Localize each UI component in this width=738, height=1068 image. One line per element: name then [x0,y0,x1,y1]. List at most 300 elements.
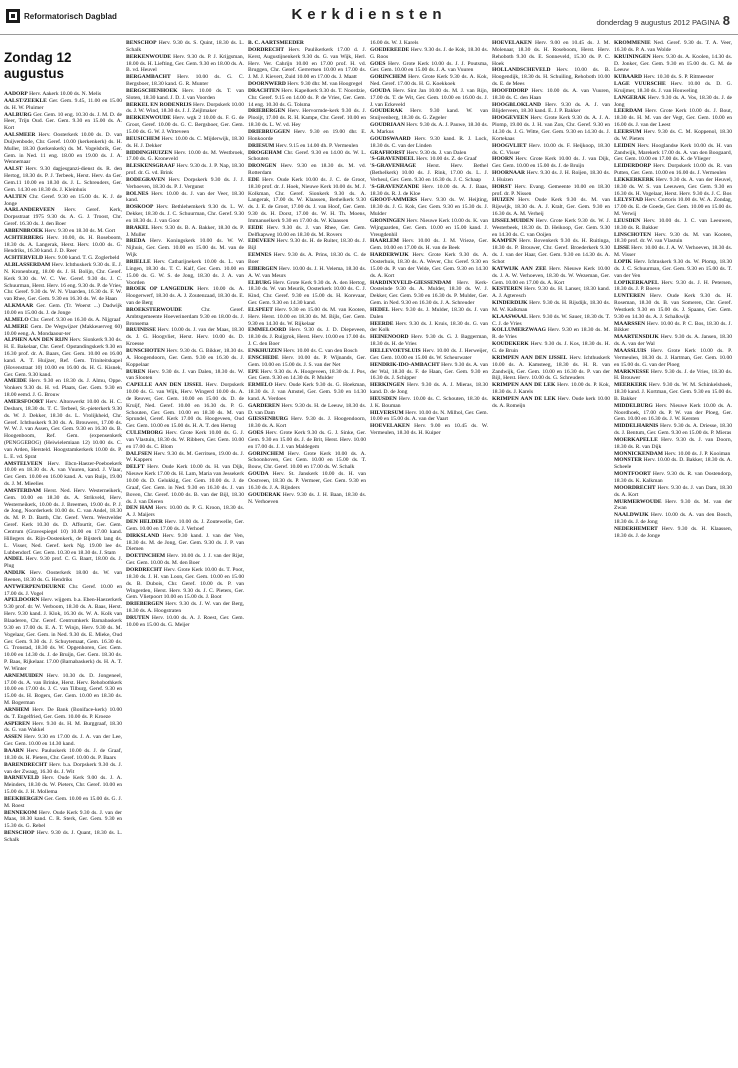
place-name: NEDERHEMERT [614,525,658,532]
church-listing-entry [4,207,122,228]
church-listing-entry [4,707,122,721]
service-times: Herv. Geref. Kerk, Dorpsstraat 1975 9.30 ds. A. G. J. Troost, Chr. Geref. 16.30 ds. J. den Boer [4,207,122,228]
service-times: Herv. Aakerk 10.00 ds. N. Melis [29,91,102,97]
place-name: AALST/ZEEKLE [4,97,47,104]
place-name: DRACHTEN [248,87,280,94]
church-listing-entry [614,423,732,437]
place-name: BRUINISSE [126,327,156,334]
service-times: Herv. 10.00 ds. C. van den Bosch [283,347,358,354]
service-times: Herv. 9.30 ds. C. M. Koppenol, 18.30 ds. W. Pieters [614,128,732,142]
service-times: Herv. Grote Kerk 10.00 ds. J. J. Poutsma, Ger. Gem. 10.00 en 15.00 ds. J. A. van Vuuren [370,60,488,74]
service-times: Herv. Oude Kerk 10.00 ds. H. van Dijk, Nieuwe Kerk 17.00 ds. H. Lam, Maria van Jessekerk 10.00 ds. D. Gelukkig, Ger. Gem. 10.00 ds. J. de Graaf, Ger. Gem. in Ned. 9.30 en 16.30 ds. J. van Boven, Chr. Geref. 10.00 ds. B. van der Bijl, 18.30 ds. J. van Dieren [126,464,244,505]
listing-column [370,40,488,1062]
place-name: BENSCHOP [126,40,157,46]
service-times: Herv. 9.30 ds. A. Jansen, 18.30 ds. A. van der Wal [614,334,732,348]
church-listing-entry [4,584,122,598]
place-name: HERKINGEN [370,382,405,389]
service-times: Herv. 9.30 ds. J. Kos, 18.30 ds. H. G. de Bruin [492,341,610,354]
church-listing-entry [492,143,610,157]
place-name: KOUDEKERK [492,341,529,348]
church-listing-entry [126,567,244,601]
service-times: Herv. 9.30 ds. J. P. Nap, 18.30 prof. dr. G. vd. Brink [126,163,244,177]
service-times: Herv. 10.00 ds. A. J. Roest, Ger. Gem. 10.00 en 15.00 ds. G. Meijer [126,614,244,628]
place-name: BERGAMBACHT [126,74,171,81]
place-name: AMERSFOORT [4,398,44,405]
church-listing-entry [248,355,366,369]
service-times: Herv. 9.30 ds. A. Koolen, 14.30 ds. D. Jonker, Ger. Gem. 9.30 en 15.00 ds. G. M. de Leeuw [614,53,732,74]
service-times: Herv. Nieuwe Kerk 10.00 ds. J. A. W. Verhoeven, 18.30 ds. W. Wezeman, Ger. Gem. 10.00 en 17.00 ds. A. Kort [492,265,610,286]
service-times: Herv. 9.30 ds. J. Hoogendoorn, 18.30 ds. A. Kort [248,416,366,430]
place-name: DELFT [126,464,145,471]
church-listing-entry [4,399,122,461]
service-times: Herv. 10.00 ds. J. Zoutewelle, Ger. Gem. 10.00 en 17.00 ds. J. Verhoef [126,519,244,532]
page-number: 8 [722,13,730,28]
church-listing-entry [126,382,244,430]
church-listing-entry [370,307,488,321]
church-listing-entry [614,197,732,218]
place-name: BENSCHOP [4,830,35,837]
place-name: HEINENOORD [370,334,409,341]
place-name: HEERDE [370,320,394,327]
place-name: MARKNESSE [614,368,650,375]
place-name: HEUSDEN [370,395,397,402]
service-times: Herv. 9.30 ds. A. J. Pauwe, 18.30 ds. A. Markus [370,122,488,135]
place-name: AMEIDE [4,378,27,385]
service-times: Ger. Gem. 9.45, 11.00 en 15.00 ds. H. W. Pluimer [4,97,122,111]
place-name: GOES [370,60,386,67]
place-name: DEN HELDER [126,519,163,526]
church-listing-entry [248,225,366,239]
place-name: LEIDERDORP [614,163,651,170]
church-listing-entry [614,232,732,246]
place-name: HARDERWIJK [370,252,409,259]
place-name: EDE [248,176,260,183]
place-name: GOUDA [248,471,269,478]
church-listing-entry [126,74,244,88]
church-listing-entry [492,341,610,355]
section-title: Kerkdiensten [291,6,447,23]
place-name: BAARN [4,748,24,754]
place-name: MIDDELHARNIS [614,423,659,430]
place-name: MOORDRECHT [614,484,656,491]
service-times: Herv. 10.00 ds. M. Westbroek, 17.00 ds. G. Kroneveld [126,149,244,163]
church-listing-entry [614,54,732,75]
place-name: DRIESUM [248,142,275,149]
service-times: Herv. Oude Kerk 9.30 ds. J. van der Maas, 18.30 kand. C. R. Sterk, Ger. Gem. 9.30 en 15.30 ds. G. Rebel [4,809,122,830]
place-name: GROOT-AMMERS [370,197,418,204]
place-name: HARDINXVELD-GIESSENDAM [370,279,452,286]
service-times: Herv. Grote Kerk 9.30 ds. A. J. A. Plomp, 19.00 ds. J. H. van Zon, Chr. Geref. 9.30 en 14.30 ds. J. G. Witte, Ger. Gem. 9.30 en 14.30 ds. J. Kortekaas [492,115,610,142]
place-name: LOPIKERKAPEL [614,279,659,286]
place-name: MAASSLUIS [614,347,647,354]
church-listing-entry [614,451,732,458]
church-listing-entry [370,238,488,252]
church-listing-entry [248,47,366,81]
church-listing-entry [248,129,366,143]
service-times: Ger. Gem. 10 eng. 10.30 ds. J. M. D. de Heer, Trijn Oud. Ger. Gem. 9.30 en 15.00 ds. A. Kort [4,111,122,132]
church-listing-entry [370,197,488,218]
church-listing-entry [4,488,122,556]
place-name: AALSMEER [4,132,36,139]
church-listing-entry [126,307,244,328]
church-listing-entry [614,245,732,259]
service-times: Herv. 10.00 ds. G. C. Bergsboer, 18.30 kand. G. R. Munter [126,74,244,88]
service-times: Chr. Geref. Ambtsgemeente Hoeverinerdam 9.30 en 18.00 ds. J. Bronsema [126,306,244,327]
church-listing-entry [492,238,610,265]
service-times: Herv. 9.30 ds. W. M. Schinkelshoek, 18.30 kand. J. Kortman, Ger. Gem. 9.30 en 15.00 ds. B. Bakker [614,382,732,402]
place-name: B. C. AARTSMEEDER [248,40,304,46]
church-listing-entry [4,734,122,748]
place-name: EIBERGEN [248,265,278,272]
church-listing-entry [126,533,244,554]
service-times: Herv. Bovenkerk 9.30 ds. H. Ruitinga, 18.30 ds. P. Brouwer, Chr. Geref. Broederkerk 9.30 ds. J. van der Haar, Ger. Gem. 9.30 en 14.30 ds. A. Schot [492,238,610,265]
place-name: ENKHUIZEN [248,347,282,354]
service-times: Chr. Geref. 9.30 en 15.00 ds. K. J. de Jonge [4,193,122,207]
church-listing-entry [4,597,122,672]
service-times: Herv. 9.30 ds. P. J. Krijgsman, 18.00 ds. H. Liefting, Ger. Gem. 9.30 en 18.00 ds. A. B. vd. Heuvel [126,53,244,74]
church-listing-entry [126,54,244,75]
place-name: EEMNES [248,252,272,259]
place-name: MAARSSEN [614,320,646,327]
service-times: Herv. 9.30 ds. A. J. Mieras, 18.30 kand. D. de Jong [370,382,488,396]
service-times: Chr. Geref. 10.00 en 17.00 ds. J. Vogel [4,583,122,597]
church-listing-entry [4,194,122,208]
church-listing-entry [126,238,244,259]
service-times: Herv. 9.30 ds. H. Lanser, 18.30 kand. A. J. Agteresch [492,286,610,300]
church-listing-entry [248,280,366,307]
service-times: Herv. Koningskerk 10.00 ds. W. W. Nijhuis, Ger. Gem. 10.00 en 15.00 ds. M. van de Wijk [126,238,244,259]
church-listing-entry [4,830,122,844]
place-name: ALBLASSERDAM [4,262,51,269]
place-name: EPE [248,368,259,375]
church-listing-entry [370,396,488,410]
listing-column [492,40,610,1062]
service-times: Herv. 9.30 ds. A. J. van Blijderveen, 18.30 kand. E. J. P. Bakker [492,101,610,115]
church-listing-entry [126,601,244,615]
church-listing-entry [614,129,732,143]
service-times: Herv. 9.30 ds. J. H. Petersen, 18.30 ds. J. P. Boeve [614,279,732,293]
service-times: Herv. De Bank (Boniface-kerk) 10.00 ds. T. Engelfried, Ger. Gem. 10.00 ds. P. Kroeze [4,706,122,720]
service-times: Herv. 10.00 ds. J. M. Vrieze, Ger. Gem. 10.00 en 17.00 ds. H. van de Beek [370,238,488,252]
church-listing-entry [248,238,366,252]
service-times: Ger. Gem. (Tr. Woerst ...) Dadwijk 10.00 en 15.00 ds. J. de Jonge [4,303,122,316]
service-times: Herv. 10.00 ds. J. H. Velema, 18.30 ds. A. W. van Meurs [248,265,366,279]
place-name: GOUDSWAARD [370,135,411,142]
church-listing-entry [614,334,732,348]
service-times: Herv. 9.30 en 18.30 ds. M. Gort [44,227,116,234]
place-name: BUREN [126,368,146,375]
church-listing-entry [614,177,732,198]
church-listing-entry [4,255,122,262]
service-times: Herv. Grote Kerk 9.30 ds. A. den Hertog, 18.30 ds. W. van Meurik, Oosterkerk 10.00 ds. C. J. Kind, Chr. Geref. 9.30 en 15.00 ds. H. Korevaar, Ger. Gem. 9.30 en 14.30 kand. [248,279,366,307]
church-listing-entry [492,396,610,410]
service-times: Herv. Oude Kerk 9.30 ds. M. van Rijswijk, 18.30 ds. A. J. Kralt, Ger. Gem. 9.30 en 16.30 ds. A. M. Verheij [492,197,610,218]
place-name: HAARLEM [370,238,399,245]
place-name: DRIEBERGEN [248,108,286,115]
place-name: BUNSCHOTEN [126,347,165,354]
issue-date: donderdag 9 augustus 2012 PAGINA [596,18,720,27]
service-times: Herv. 9.30 ds. J. van Dalen [406,149,467,156]
service-times: Herv. Dorpskerk 10.00 ds. G. van Wijk, Herv. Wingerd 10.00 ds. A. de Reuver, Ger. Gem. 10.00 en 15.00 ds. D. de Kruijf, Ned. Geref. 10.00 en 16.30 ds. P. G. Schouten, Ger. Gem. 10.00 en 18.30 ds. M. van Sprundel, Geref. Kerk 17.00 ds. Hoogeveen, Oud Ger. Gem. 10.00 en 15.00 ds. H. A. T. den Hertog [126,382,244,430]
place-name: KRIMPEN AAN DE LEK [492,382,556,389]
page-header [0,0,738,35]
place-name: MURMERWOUDE [614,498,662,505]
place-name: GOUDERAK [248,491,281,498]
place-name: LUNTEREN [614,293,645,300]
place-name: ERMELO [248,382,273,389]
church-listing-entry [126,225,244,239]
service-times: Herv. Grote Kerk 10.00 ds. A. Schoonhoven, Ger. Gem. 10.00 en 15.00 ds. T. Bouw, Chr. Geref. 10.00 en 17.00 ds. W. Schalk [248,450,366,471]
service-times: Herv. 9.30 ds. A. Driesse, 18.30 ds. J. Bentum, Ger. Gem. 9.30 en 15.00 ds. P. Mieras [614,423,732,437]
church-listing-entry [248,430,366,451]
newspaper-name: Reformatorisch Dagblad [24,11,117,21]
church-listing-entry [126,102,244,116]
service-times: Herv. Bethlehemkerk 9.30 ds. L. W. Dekker, 18.30 ds. J. C. Schuurman, Chr. Geref. 9.30 en 18.30 ds. J. van Goor [126,204,244,224]
place-name: DRIEBERGEN [126,601,164,608]
place-name: KESTEREN [492,286,523,293]
service-times: Herv. 9.30 ds. J. van Doorn, 18.30 ds. R. van Dijk [614,436,732,450]
place-name: LISSE [614,245,630,252]
church-listing-entry [126,451,244,465]
place-name: MAARTENSDIJK [614,334,659,341]
church-listing-entry [614,293,732,320]
service-times: Herv. 9.30 ds. G. J. Baggerman, 18.30 ds. H. de Vries [370,334,488,348]
place-name: GRONINGEN [370,217,405,224]
church-listing-entry [248,177,366,225]
church-listing-entry [248,492,366,506]
place-name: ALMELO [4,316,29,323]
service-times: Herv. 9.30 dhr. M. van Hoogregel [287,81,363,88]
place-name: KRIMPEN AAN DEN IJSSEL [492,354,568,361]
place-name: KLAASWAAL [492,313,528,320]
place-name: 'S-GRAVENDEEL [370,156,415,163]
church-listing-entry [126,177,244,191]
place-name: LEERSUM [614,128,642,135]
church-listing-entry [126,115,244,136]
church-listing-entry [4,98,122,112]
church-listing-entry [614,108,732,129]
service-times: Herv. Ichthuskerk 9.30 ds. E. J. N. Kronenburg, 18.00 ds. J. H. Bolijn, Chr. Geref. Kerk 9.30 ds. W. C. Ver. Geref. 9.30 ds. J. C. Schuurman, Herst. Herv. 16 eng. 9.30 ds. P. de Vries, Chr. Geref. 9.30 ds. W. N. Vlaarden, 16.30 ds. F. W. van Rhee, Ger. Gem. 9.30 en 16.30 ds. W. de Haan [4,262,122,303]
service-times: Herv. Ebcn-Haezer-Poeboekerk 10.00 en 18.30 ds. A. van Vuuren, kand. J. Vlaar, Ger. Gem. 10.00 en 16.00 kand. A. van Ruijs, 19.00 ds. J. M. Mieelies [4,460,122,488]
place-name: BEEKBERGEN [4,795,43,802]
service-times: Herv. 10.00 ds. J. van der Maas, 18.30 ds. J. G. Hoogvliet, Herst. Herv. 10.00 ds. D. Kroesse [126,327,244,348]
church-listing-entry [126,615,244,629]
place-name: MOERKAPELLE [614,436,658,443]
church-listing-entry [4,112,122,133]
church-listing-entry [614,403,732,424]
place-name: ANDIJK [4,570,26,577]
service-times: Herv. 9.30 ds. H. de Ruiter, 18.30 ds. J. Bijl [248,238,366,252]
service-times: Herv. 10.00 ds. J. J. van der Rijst, Ger. Gem. 10.00 ds. M. den Boer [126,553,244,567]
place-name: ACHTERBERG [4,234,44,241]
service-times: Herv. Grote Kerk 9.30 ds. A. Oosterhuis, 18.30 ds. A. Wever, Chr. Geref. 9.30 en 15.00 ds. P. van der Velde, Ger. Gem. 9.30 en 14.30 ds. A. Kort [370,252,488,279]
place-name: ALPHEN AAN DEN RIJN [4,337,68,344]
listing-columns [4,40,736,1062]
place-name: LEERDAM [614,108,643,115]
place-name: BLESKENSGRAAF [126,163,176,170]
church-listing-entry [492,156,610,170]
church-listing-entry [4,461,122,488]
church-listing-entry [614,526,732,540]
place-name: KOLLUMERZWAAG [492,327,546,334]
place-name: ANDEL [4,556,24,563]
service-times: Herv. b.a. Dorpskerk 9.30 ds. J. van der Zwaag, 16.30 ds. J. Wit [4,761,122,775]
column-entries [370,40,488,437]
service-times: Herv. Oude kerk 10.00 ds. A. Romeijn [492,395,610,409]
place-name: BEUSICHEM [126,135,160,142]
place-name: EMMELOORD [248,327,287,334]
service-times: Herv. 10.00 ds. J. van der Veer, 18.30 kand. [126,190,244,204]
service-times: Herv. 9.30 kand. W. van Stuijvenberg, 18.30 ds. G. Zegeler [370,108,488,122]
church-listing-entry [492,327,610,341]
place-name: 'S-GRAVENHAGE [370,163,417,170]
church-listing-entry [248,471,366,492]
place-name: ASSEN [4,734,22,741]
place-name: BENNEKOM [4,809,37,816]
place-name: NAALDWIJK [614,512,649,519]
church-listing-entry [370,88,488,109]
place-name: GOUDRIAAN [370,122,405,129]
place-name: AALBURG [4,111,32,118]
church-listing-entry [370,334,488,348]
church-listing-entry [248,252,366,266]
service-times: Herv. Grote Kerk 9.30 ds. W. J. Westerbeek, 18.30 ds. D. Heikoop, Ger. Gem. 9.30 en 14.30 ds. C. van Ooijen [492,217,610,238]
service-times: Herv. 9.30 ds. J. Quant, 18.30 ds. L. Schalk [4,830,122,843]
place-name: BREDA [126,238,146,245]
service-times: Herv. Ichtuskerk 9.30 ds. W. Plomp, 18.30 ds. J. C. Schuurman, Ger. Gem. 9.30 en 15.00 ds. T. van der Ven [614,259,732,279]
place-name: HOOFDDORP [492,87,529,94]
service-times: Herv. 10.00 ds. P. C. Bos, 18.30 ds. J. Bikker [614,320,732,334]
place-name: DRUTEN [126,614,150,621]
place-name: DIRKSLAND [126,532,160,539]
service-times: Herv. 9.30 ds. J. de Kok, 18.30 ds. G. Roos [370,46,488,60]
place-name: LINSCHOTEN [614,231,651,238]
place-name: HOOGVLIET [492,142,527,149]
service-times: Herv. Sint Jan 10.00 ds. M. J. van Rijn, 17.00 ds. T. de Wit, Ger. Gem. 10.00 en 16.00 ds. J. J. van Eckeveld [370,87,488,108]
place-name: BIDDINGHUIZEN [126,149,173,156]
church-listing-entry [126,369,244,383]
church-listing-entry [126,505,244,519]
service-times: Herv. 9.30 ds. J. de Vries, 18.30 ds. H. Brouwer [614,368,732,382]
church-listing-entry [614,81,732,95]
service-times: Herv. 10.00 ds. N. Milhol, Ger. Gem. 10.00 en 15.00 ds. A. van der Vaart [370,409,488,423]
church-listing-entry [248,266,366,280]
service-times: Herv. 10.00 ds. A. Hoogerwerf, 18.30 ds. A. J. Zoutenzaad, 18.30 ds. E. van de Berg [126,286,244,307]
listing-column [614,40,732,1062]
place-name: BOLNES [126,190,149,197]
church-listing-entry [4,721,122,735]
service-times: Herv. Oude Kerk 9.30 ds. G. Hoekman, 18.30 ds. J. van Amstel, Ger. Gem. 9.30 en 14.30 kand. A. Verdoes [248,382,366,402]
church-listing-entry [370,382,488,396]
church-listing-entry [126,553,244,567]
service-times: Herv. Oosterkerk 18.00 ds. W. van Reenen, 18.30 ds. G. Hendriks [4,570,122,583]
place-name: KAMPEN [492,238,517,245]
place-name: ALKMAAR [4,303,34,310]
listing-column [126,40,244,1062]
church-listing-entry [4,262,122,303]
place-name: APELDOORN [4,597,40,604]
service-times: Herv. 9.30 en 18.30 ds. J. Almu, Oppe. Vonkers 9.30 ds. H. vd. Plaats, Ger. Gem. 9.30 en 18.00 eemd. J. G. Brouw [4,378,122,399]
church-listing-entry [614,348,732,369]
service-times: Herv. Catharijnekerk 10.00 ds. L. van Lingen, 18.30 ds. T. C. Kalf, Ger. Gem. 10.00 en 15.00 ds. G. W. S. de Jong, 18.30 ds. J. A. van Voorden [126,259,244,286]
place-name: AMSTERDAM [4,487,41,494]
service-times: Herv. 10.00 ds. P. Wijnands, Ger. Gem. 10.00 en 15.00 ds. J. S. van der Net [248,354,366,368]
place-name: DRIEBRUGGEN [248,128,290,135]
service-times: Herv. Dorpskerk 10.00 ds. R. van Putten, Ger. Gem. 10.00 en 16.00 ds. J. Vermeulen [614,163,732,177]
church-listing-entry [614,457,732,471]
church-listing-entry [370,218,488,239]
church-listing-entry [492,184,610,198]
column-entries [4,91,122,844]
place-name: KATWIJK AAN ZEE [492,265,547,272]
place-name: GOUDERAK [370,108,403,115]
church-listing-entry [370,410,488,424]
church-listing-entry [370,156,488,163]
service-times: Herv. 9.30 ds. J. Mulder, 18.30 ds. J. van Dalen [370,306,488,320]
church-listing-entry [614,259,732,280]
church-listing-entry [370,252,488,279]
listing-column [248,40,366,1062]
service-times: Herv. 10.00 ds. J. P. Kooiman [664,450,731,457]
place-name: DRONGEN [248,163,277,170]
place-name: GORINCHEM [248,450,285,457]
service-times: Herst. Herv. Bethel (Bethelkerk) 10.00 ds. J. Rink, 17.00 ds. L. J. Verheul, Ger. Gem. 9.30 en 16.30 ds. J. C. Schaap [370,163,488,183]
place-name: DALFSEN [126,450,152,457]
service-times: Herv. 9.00 kand. T. G. Zoglerbeld [44,255,120,262]
church-listing-entry [370,108,488,122]
place-name: KINDERDIJK [492,300,528,307]
church-listing-entry [614,382,732,403]
service-times: Herv. 9.30 ds. H. M. Burggraaf, 18.30 ds. G. van Wakkel [4,720,122,734]
place-name: ARNEMUIDEN [4,672,43,679]
service-times: Herv. 10.00 ds. A. van den Bosch, 18.30 ds. J. de Jong [614,512,732,526]
place-name: 'S-GRAVENZANDE [370,183,420,190]
church-listing-entry [126,191,244,205]
service-times: Herv. 10.00 ds. J. Herweijer, Ger. Gem. 10.00 en 15.00 ds. W. Scheurwater [370,347,488,361]
service-times: Herv. 9.30 ds. H. Klaassen, 18.30 ds. J. de Jonge [614,525,732,539]
place-name: KUBAARD [614,74,643,81]
church-listing-entry [248,143,366,150]
service-times: Herv. 9.30 ds. R. van Oostendorp, 18.30 ds. K. Kalkman [614,471,732,484]
church-listing-entry [492,382,610,396]
church-listing-entry [4,303,122,317]
church-listing-entry [248,369,366,383]
service-times: Herv. 9.30 prof. C. G. Baart, 18.00 ds. J. Plug [4,556,122,570]
place-name: HUIZEN [492,197,514,204]
service-times: Herv. Grote Kerk 10.00 ds. P. Vermeulen, 18.30 ds. J. Hartman, Ger. Gem. 10.00 en 15.00 ds. G. van der Ploeg [614,347,732,368]
place-name: BRAKEL [126,224,150,231]
church-listing-entry [492,115,610,142]
day-heading: Zondag 12 augustus [4,50,72,81]
service-times: Herv. 10.00, ds. H. Roseboom, 18.30 ds. A. Langerak, Herst. Herv. 10.00 ds. G. Hendriks, 16.30 kand. J. D. Reer [4,234,122,255]
service-times: Herv. 9.30 ds. S. Quint, 18.30 ds. L. Schalk [126,40,244,53]
church-listing-entry [248,451,366,472]
church-listing-entry [4,132,122,166]
place-name: MONNICKENDAM [614,450,663,457]
place-name: GIESSENBURG [248,416,289,423]
place-name: BROEK OP LANGEDIJK [126,286,194,293]
place-name: LEUSDEN [614,217,641,224]
service-times: Herv. wijgem. b.a. Eben-Haezerkerk 9.30 prof. dr. W. Verboom, 18.30 ds. A. Baas, Herst. Herv. 9.30 kand. J. Klok, 16.30 ds. W. A. Kolk van Blaaderen, Chr. Geref. Centrumkerk Barnabaskerk 9.30 en 17.00 ds. E. A. T. Winjn, Herv. 9.30 ds. M. Vogelaar, Ger. Gem. in Ned. 9.30 ds. E. Mieke, Oud Ger. Gem. 9.30 ds. J. Schuytemaat, Gem. 16.30 ds. G. Tronstad, 18.30 ds. W. Opgenhoren, Ger. Gem. 10.00 en 14.30 ds. J. de Bruijn, Ger. Gem. 18.30 ds. P. Baas, Rijkelaar. 17.00 (Barnabaskerk) ds. H. A. T. W. Winter [4,597,122,672]
place-name: HOEVELAKEN [370,423,410,430]
place-name: ASPEREN [4,720,30,727]
church-listing-entry [126,327,244,348]
church-listing-entry [614,321,732,335]
church-listing-entry [4,317,122,324]
service-times: Herv. 9.00 en 10.45 ds. J. M. Molenaar, 18.30 ds. H. Roseboom, Herst. Herv. Rehoboth 9.30 ds. E. Sonneveld, 15.30 ds. P. C. Hoek [492,40,610,67]
service-times: Herv. 9.30 ds. J. van Dalen, 18.30 ds. W. van Slooten [126,368,244,382]
church-listing-entry [248,150,366,164]
